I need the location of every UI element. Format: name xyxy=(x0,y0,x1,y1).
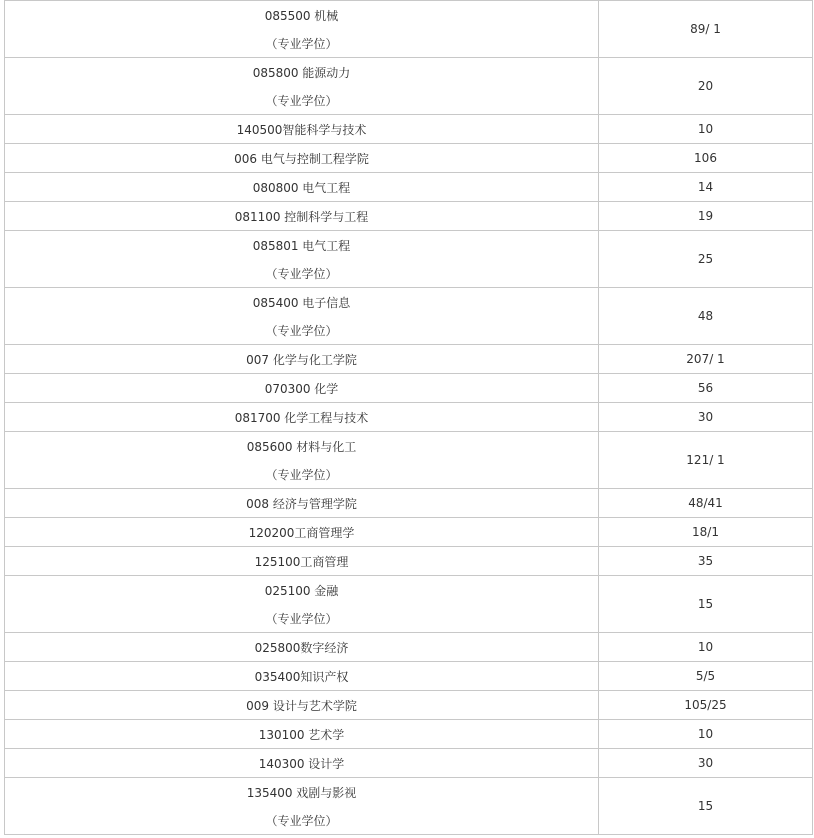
major-cell xyxy=(5,374,599,403)
major-cell xyxy=(5,115,599,144)
major-name: 140500智能科学与技术 xyxy=(236,123,367,137)
major-cell xyxy=(5,518,599,547)
table-row xyxy=(5,691,813,720)
quota-table-body xyxy=(5,1,813,835)
major-cell xyxy=(5,662,599,691)
major-cell xyxy=(5,691,599,720)
major-name: 140300 设计学 xyxy=(258,757,345,771)
major-name: 135400 戏剧与影视 xyxy=(246,786,357,800)
major-cell xyxy=(5,58,599,115)
quota-count-cell: 15 xyxy=(599,576,813,633)
major-name: 085500 机械 xyxy=(264,9,339,23)
table-row xyxy=(5,489,813,518)
table-row xyxy=(5,58,813,115)
major-note: （专业学位） xyxy=(265,814,338,828)
quota-count-cell: 89/ 1 xyxy=(599,1,813,58)
major-name: 080800 电气工程 xyxy=(252,181,351,195)
major-name: 085801 电气工程 xyxy=(252,239,351,253)
table-row xyxy=(5,115,813,144)
major-name: 085600 材料与化工 xyxy=(246,440,357,454)
major-cell xyxy=(5,345,599,374)
quota-count-cell: 56 xyxy=(599,374,813,403)
quota-count-cell: 10 xyxy=(599,633,813,662)
table-row xyxy=(5,662,813,691)
quota-count-cell: 10 xyxy=(599,115,813,144)
major-name: 070300 化学 xyxy=(264,382,339,396)
quota-count-cell: 10 xyxy=(599,720,813,749)
major-note: （专业学位） xyxy=(265,324,338,338)
table-row xyxy=(5,432,813,489)
major-cell xyxy=(5,489,599,518)
major-note: （专业学位） xyxy=(265,37,338,51)
major-name: 120200工商管理学 xyxy=(248,526,355,540)
table-row xyxy=(5,144,813,173)
major-name: 085800 能源动力 xyxy=(252,66,351,80)
quota-count-cell: 5/5 xyxy=(599,662,813,691)
table-row xyxy=(5,1,813,58)
major-cell xyxy=(5,202,599,231)
major-cell xyxy=(5,1,599,58)
quota-count-cell: 105/25 xyxy=(599,691,813,720)
major-name: 130100 艺术学 xyxy=(258,728,345,742)
major-cell xyxy=(5,547,599,576)
quota-count-cell: 207/ 1 xyxy=(599,345,813,374)
major-cell xyxy=(5,576,599,633)
major-name: 008 经济与管理学院 xyxy=(246,497,357,511)
major-name: 025100 金融 xyxy=(264,584,339,598)
major-cell xyxy=(5,778,599,835)
quota-count-cell: 30 xyxy=(599,403,813,432)
major-cell xyxy=(5,288,599,345)
table-row xyxy=(5,288,813,345)
major-note: （专业学位） xyxy=(265,468,338,482)
table-row xyxy=(5,749,813,778)
quota-count-cell: 30 xyxy=(599,749,813,778)
table-row xyxy=(5,518,813,547)
table-row xyxy=(5,778,813,835)
quota-count-cell: 48/41 xyxy=(599,489,813,518)
table-row xyxy=(5,173,813,202)
major-name: 081100 控制科学与工程 xyxy=(234,210,369,224)
major-cell xyxy=(5,720,599,749)
major-cell xyxy=(5,144,599,173)
enrollment-quota-table xyxy=(4,0,813,835)
quota-count-cell: 35 xyxy=(599,547,813,576)
table-row xyxy=(5,633,813,662)
major-name: 035400知识产权 xyxy=(254,670,349,684)
major-name: 007 化学与化工学院 xyxy=(246,353,357,367)
major-note: （专业学位） xyxy=(265,267,338,281)
quota-count-cell: 19 xyxy=(599,202,813,231)
quota-count-cell: 48 xyxy=(599,288,813,345)
table-row xyxy=(5,345,813,374)
major-name: 025800数字经济 xyxy=(254,641,349,655)
table-row xyxy=(5,374,813,403)
major-cell xyxy=(5,633,599,662)
quota-count-cell: 20 xyxy=(599,58,813,115)
table-row xyxy=(5,720,813,749)
quota-count-cell: 25 xyxy=(599,231,813,288)
table-row xyxy=(5,202,813,231)
major-name: 085400 电子信息 xyxy=(252,296,351,310)
table-row xyxy=(5,547,813,576)
table-row xyxy=(5,231,813,288)
major-note: （专业学位） xyxy=(265,94,338,108)
quota-count-cell: 106 xyxy=(599,144,813,173)
major-name: 125100工商管理 xyxy=(254,555,349,569)
major-note: （专业学位） xyxy=(265,612,338,626)
table-row xyxy=(5,403,813,432)
major-cell xyxy=(5,403,599,432)
quota-count-cell: 15 xyxy=(599,778,813,835)
quota-count-cell: 121/ 1 xyxy=(599,432,813,489)
major-cell xyxy=(5,173,599,202)
major-cell xyxy=(5,749,599,778)
quota-count-cell: 18/1 xyxy=(599,518,813,547)
table-row xyxy=(5,576,813,633)
major-cell xyxy=(5,231,599,288)
major-name: 006 电气与控制工程学院 xyxy=(234,152,369,166)
quota-count-cell: 14 xyxy=(599,173,813,202)
major-cell xyxy=(5,432,599,489)
major-name: 081700 化学工程与技术 xyxy=(234,411,369,425)
major-name: 009 设计与艺术学院 xyxy=(246,699,357,713)
